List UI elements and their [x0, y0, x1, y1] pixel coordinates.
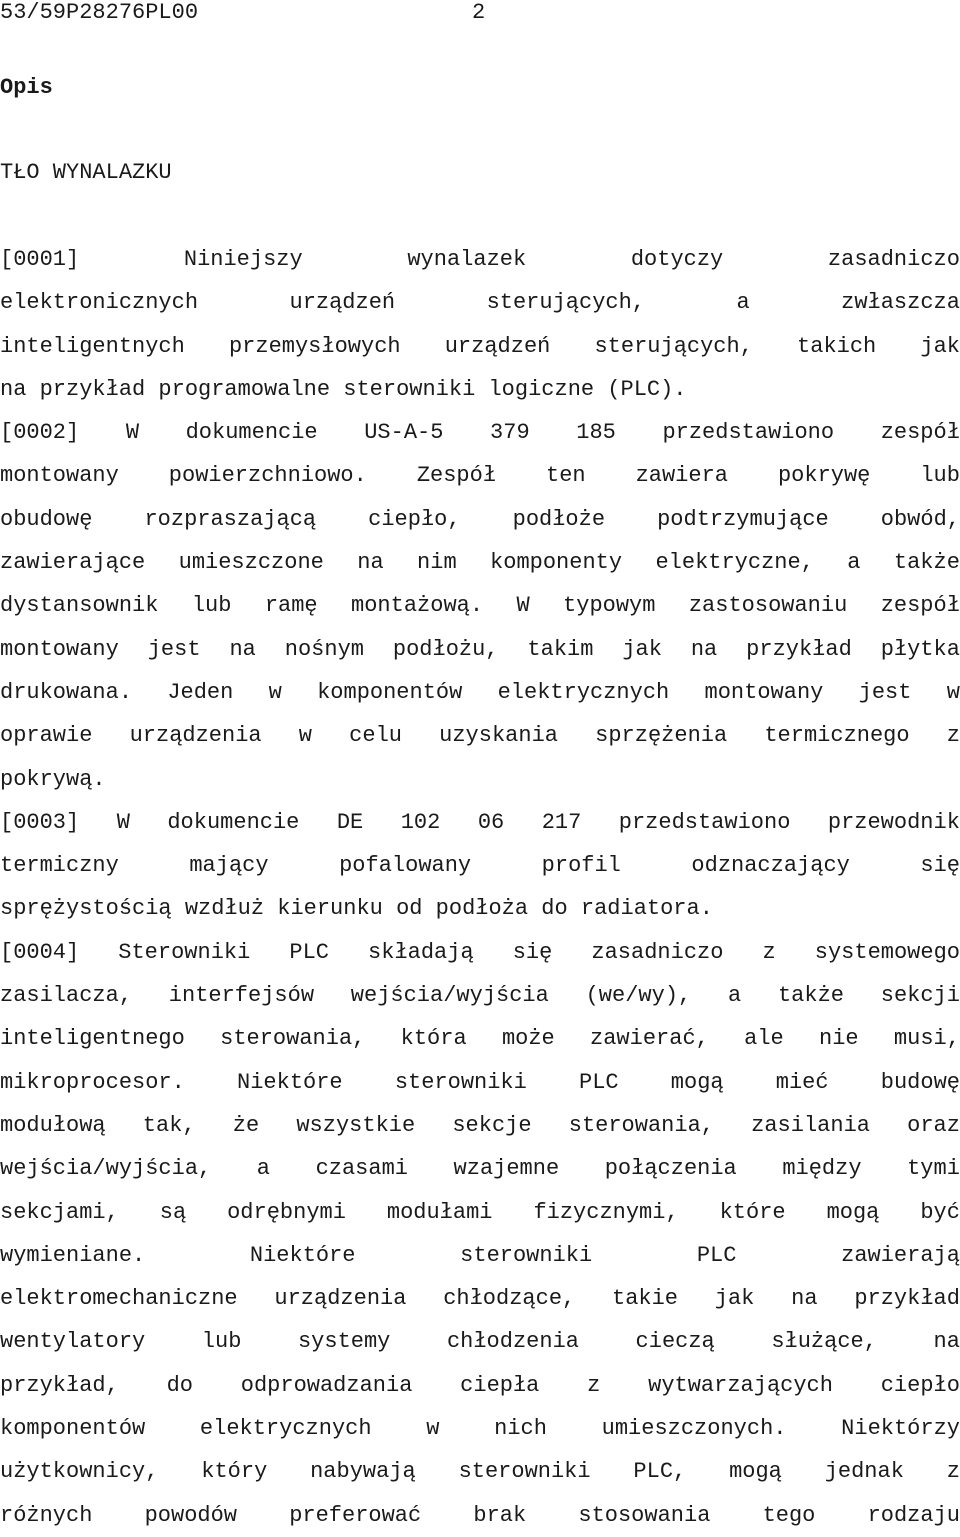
text-word: ale	[744, 1026, 784, 1052]
text-word: sterowniki	[394, 1069, 527, 1095]
text-word: interfejsów	[168, 983, 315, 1009]
text-line	[0, 1450, 960, 1493]
text-word: elektrycznych	[199, 1416, 372, 1442]
text-line	[0, 368, 960, 411]
text-line	[0, 1234, 960, 1277]
text-word: 185	[576, 420, 616, 446]
text-word: urządzeń	[444, 333, 551, 359]
text-word: tak,	[142, 1112, 196, 1138]
text-word: komponentów	[0, 1416, 146, 1442]
text-word: 217	[541, 809, 582, 835]
text-word: montażową.	[351, 593, 484, 619]
text-word: komponentów	[317, 679, 463, 705]
page-header	[0, 0, 486, 26]
text-line	[0, 1104, 960, 1147]
text-word: ciepła	[460, 1372, 540, 1398]
text-word: stosowania	[578, 1502, 711, 1528]
text-word: powierzchniowo.	[168, 463, 367, 489]
text-line	[0, 325, 960, 368]
text-word: zawierają	[841, 1242, 960, 1268]
text-word: sekcjami,	[0, 1199, 119, 1225]
document-id: 53/59P28276PL00	[0, 0, 199, 25]
text-word: oraz	[907, 1112, 960, 1138]
text-word: podłoże	[512, 506, 606, 532]
text-line	[0, 887, 960, 930]
text-word: przykład,	[0, 1372, 119, 1398]
document-title: Opis	[0, 75, 53, 100]
text-word: drukowana.	[0, 679, 133, 705]
text-word: powodów	[144, 1502, 238, 1528]
text-word: oprawie	[0, 723, 93, 749]
text-word: dokumencie	[167, 809, 300, 835]
text-word: podłożu,	[392, 636, 499, 662]
text-word: połączenia	[604, 1156, 737, 1182]
text-word: montowany	[0, 636, 119, 662]
text-word: użytkownicy,	[0, 1459, 159, 1485]
text-word: zwłaszcza	[841, 290, 960, 316]
text-line	[0, 1364, 960, 1407]
text-word: [0001]	[0, 247, 80, 272]
text-word: przykład	[746, 636, 852, 662]
text-word: a	[736, 290, 750, 316]
text-word: że	[232, 1112, 260, 1138]
text-word: się	[920, 853, 960, 879]
text-word: Sterowniki	[118, 939, 251, 965]
text-word: jak	[920, 333, 960, 359]
text-word: na	[357, 550, 384, 576]
text-word: Niektóre	[249, 1242, 356, 1268]
text-word: PLC	[696, 1242, 737, 1268]
text-word: 102	[400, 809, 441, 835]
text-word: termicznego	[764, 723, 910, 749]
text-word: sekcji	[880, 983, 960, 1009]
text-word: zawierające	[0, 550, 146, 576]
text-word: dotyczy	[630, 247, 724, 272]
text-line	[0, 801, 960, 844]
text-word: mogą	[826, 1199, 880, 1225]
text-word: wszystkie	[296, 1112, 416, 1138]
text-word: które	[719, 1199, 786, 1225]
text-word: wejścia/wyjścia	[350, 983, 549, 1009]
text-word: celu	[349, 723, 402, 749]
text-word: dokumencie	[185, 420, 318, 446]
text-line	[0, 1191, 960, 1234]
text-word: czasami	[315, 1156, 408, 1182]
text-word: 379	[490, 420, 530, 446]
text-word: na	[933, 1329, 960, 1355]
text-word: przedstawiono	[662, 420, 835, 446]
text-word: sekcje	[452, 1112, 532, 1138]
text-word: zasilacza,	[0, 983, 133, 1009]
text-word: zespół	[880, 420, 960, 446]
text-word: przemysłowych	[228, 333, 401, 359]
text-word: która	[400, 1026, 467, 1052]
text-word: sterowniki	[458, 1459, 591, 1485]
text-word: cieczą	[635, 1329, 715, 1355]
text-word: jest	[147, 636, 201, 662]
text-word: nośnym	[284, 636, 364, 662]
text-word: płytka	[880, 636, 960, 662]
text-word: jest	[858, 679, 912, 705]
text-line	[0, 671, 960, 714]
text-word: wentylatory	[0, 1329, 146, 1355]
text-word: a	[728, 983, 742, 1009]
text-word: zasadniczo	[827, 247, 960, 272]
text-word: wejścia/wyjścia,	[0, 1156, 212, 1182]
text-word: do	[166, 1372, 193, 1398]
text-word: elektronicznych	[0, 290, 199, 316]
text-word: inteligentnego	[0, 1026, 185, 1052]
text-word: przedstawiono	[618, 809, 791, 835]
text-word: ciepło	[880, 1372, 960, 1398]
text-word: w	[268, 679, 282, 705]
text-word: są	[159, 1199, 187, 1225]
text-line	[0, 1017, 960, 1060]
text-word: budowę	[880, 1069, 960, 1095]
text-word: elektrycznych	[497, 679, 670, 705]
text-word: nabywają	[310, 1459, 416, 1485]
text-word: urządzeń	[289, 290, 396, 316]
text-word: brak	[473, 1502, 527, 1528]
text-line	[0, 454, 960, 497]
text-word: elektromechaniczne	[0, 1286, 238, 1312]
text-word: nich	[494, 1416, 547, 1442]
text-word: który	[201, 1459, 268, 1485]
text-word: sterowania,	[568, 1112, 714, 1138]
text-word: zespół	[880, 593, 960, 619]
text-line	[0, 758, 960, 801]
text-word: a	[847, 550, 861, 576]
text-word: a	[256, 1156, 270, 1182]
text-word: zawiera	[635, 463, 728, 489]
text-word: jak	[622, 636, 662, 662]
text-word: uzyskania	[439, 723, 558, 749]
text-word: [0002]	[0, 420, 80, 446]
text-word: inteligentnych	[0, 333, 185, 359]
text-word: wymieniane.	[0, 1242, 146, 1268]
text-word: na	[690, 636, 718, 662]
text-word: odrębnymi	[227, 1199, 346, 1225]
text-word: w	[426, 1416, 440, 1442]
text-word: W	[125, 420, 140, 446]
text-word: Jeden	[167, 679, 234, 705]
text-word: na	[229, 636, 256, 662]
text-word: sterowniki	[460, 1242, 593, 1268]
text-word: pofalowany	[339, 853, 472, 879]
text-word: z	[946, 1459, 960, 1485]
text-word: systemowego	[814, 939, 960, 965]
text-word: urządzenia	[129, 723, 262, 749]
text-word: (we/wy),	[585, 983, 692, 1009]
text-word: nie	[819, 1026, 859, 1052]
text-word: obudowę	[0, 506, 93, 532]
text-word: tego	[762, 1502, 816, 1528]
text-line	[0, 1494, 960, 1537]
text-word: mieć	[775, 1069, 829, 1095]
text-word: sprzężenia	[595, 723, 728, 749]
text-word: zasadniczo	[591, 939, 724, 965]
text-word: mikroprocesor.	[0, 1069, 185, 1095]
text-word: PLC	[579, 1069, 619, 1095]
text-word: zastosowaniu	[688, 593, 848, 619]
text-word: sprężystością wzdłuż kierunku od podłoża do radiatora.	[0, 896, 713, 922]
text-word: w	[298, 723, 312, 749]
text-word: także	[893, 550, 960, 576]
text-word: lub	[201, 1329, 242, 1355]
text-word: może	[501, 1026, 555, 1052]
text-word: typowym	[563, 593, 656, 619]
text-word: profil	[541, 853, 621, 879]
text-word: chłodzenia	[446, 1329, 579, 1355]
text-word: lub	[920, 463, 960, 489]
text-line	[0, 411, 960, 454]
text-word: nim	[417, 550, 457, 576]
text-word: modułami	[386, 1199, 493, 1225]
text-word: z	[587, 1372, 601, 1398]
text-word: komponenty	[490, 550, 623, 576]
text-word: między	[782, 1156, 862, 1182]
text-word: odprowadzania	[240, 1372, 413, 1398]
text-line	[0, 584, 960, 627]
text-word: lub	[191, 593, 232, 619]
text-word: urządzenia	[274, 1286, 407, 1312]
text-word: rodzaju	[867, 1502, 960, 1528]
text-word: być	[920, 1199, 960, 1225]
text-word: systemy	[297, 1329, 391, 1355]
text-word: tymi	[907, 1156, 960, 1182]
text-line	[0, 498, 960, 541]
text-word: w	[946, 679, 960, 705]
text-line	[0, 1061, 960, 1104]
text-word: pokrywą.	[0, 766, 106, 792]
page-number: 2	[472, 0, 486, 25]
text-word: chłodzące,	[443, 1286, 576, 1312]
text-word: na przykład programowalne sterowniki logiczne (PLC).	[0, 376, 687, 402]
text-word: sterujących,	[594, 333, 753, 359]
text-word: jak	[714, 1286, 755, 1312]
text-word: także	[777, 983, 844, 1009]
text-word: [0003]	[0, 809, 80, 835]
text-word: musi,	[893, 1026, 960, 1052]
text-word: ramę	[264, 593, 318, 619]
text-word: ciepło,	[368, 506, 461, 532]
text-word: wynalazek	[407, 247, 527, 272]
text-word: wzajemne	[453, 1156, 560, 1182]
text-word: montowany	[704, 679, 824, 705]
text-word: [0004]	[0, 939, 80, 965]
text-word: się	[512, 939, 553, 965]
text-word: pokrywę	[777, 463, 871, 489]
text-line	[0, 281, 960, 324]
text-line	[0, 931, 960, 974]
text-word: z	[946, 723, 960, 749]
text-line	[0, 541, 960, 584]
text-word: montowany	[0, 463, 119, 489]
text-word: zawierać,	[590, 1026, 709, 1052]
text-word: umieszczonych.	[601, 1416, 787, 1442]
text-line	[0, 1320, 960, 1363]
text-word: mogą	[670, 1069, 724, 1095]
text-word: obwód,	[880, 506, 960, 532]
text-word: umieszczone	[178, 550, 324, 576]
text-line	[0, 714, 960, 757]
section-heading: TŁO WYNALAZKU	[0, 160, 172, 185]
text-word: składają	[368, 939, 474, 965]
text-word: takim	[527, 636, 594, 662]
text-word: przykład	[854, 1286, 960, 1312]
text-word: Niektórzy	[841, 1416, 960, 1442]
text-word: preferować	[289, 1502, 422, 1528]
text-word: zasilania	[751, 1112, 870, 1138]
text-line	[0, 1147, 960, 1190]
text-word: przewodnik	[827, 809, 960, 835]
text-word: sterowania,	[220, 1026, 366, 1052]
text-word: podtrzymujące	[657, 506, 829, 532]
text-word: 06	[477, 809, 505, 835]
text-line	[0, 1277, 960, 1320]
text-word: ten	[546, 463, 586, 489]
text-word: US-A-5	[364, 420, 444, 446]
text-word: modułową	[0, 1112, 106, 1138]
text-word: W	[116, 809, 130, 835]
text-word: DE	[336, 809, 364, 835]
text-word: Niektóre	[237, 1069, 343, 1095]
text-word: na	[791, 1286, 818, 1312]
text-word: elektryczne,	[655, 550, 814, 576]
text-word: wytwarzających	[648, 1372, 833, 1398]
text-word: Niniejszy	[183, 247, 303, 272]
text-word: z	[762, 939, 776, 965]
text-word: rozpraszającą	[144, 506, 317, 532]
text-word: dystansownik	[0, 593, 159, 619]
text-word: jednak	[824, 1459, 904, 1485]
text-word: mający	[189, 853, 269, 879]
text-line	[0, 974, 960, 1017]
body-text	[0, 238, 960, 1537]
text-word: PLC,	[633, 1459, 687, 1485]
text-line	[0, 1407, 960, 1450]
text-word: W	[516, 593, 530, 619]
text-word: fizycznymi,	[533, 1199, 679, 1225]
text-word: Zespół	[416, 463, 497, 489]
text-word: odznaczający	[691, 853, 850, 879]
text-word: takie	[612, 1286, 679, 1312]
text-word: sterujących,	[486, 290, 646, 316]
text-line	[0, 844, 960, 887]
text-line	[0, 628, 960, 671]
text-word: różnych	[0, 1502, 93, 1528]
text-word: służące,	[771, 1329, 877, 1355]
text-word: termiczny	[0, 853, 119, 879]
text-line	[0, 238, 960, 281]
text-word: PLC	[289, 939, 329, 965]
text-word: mogą	[729, 1459, 782, 1485]
text-word: takich	[797, 333, 877, 359]
